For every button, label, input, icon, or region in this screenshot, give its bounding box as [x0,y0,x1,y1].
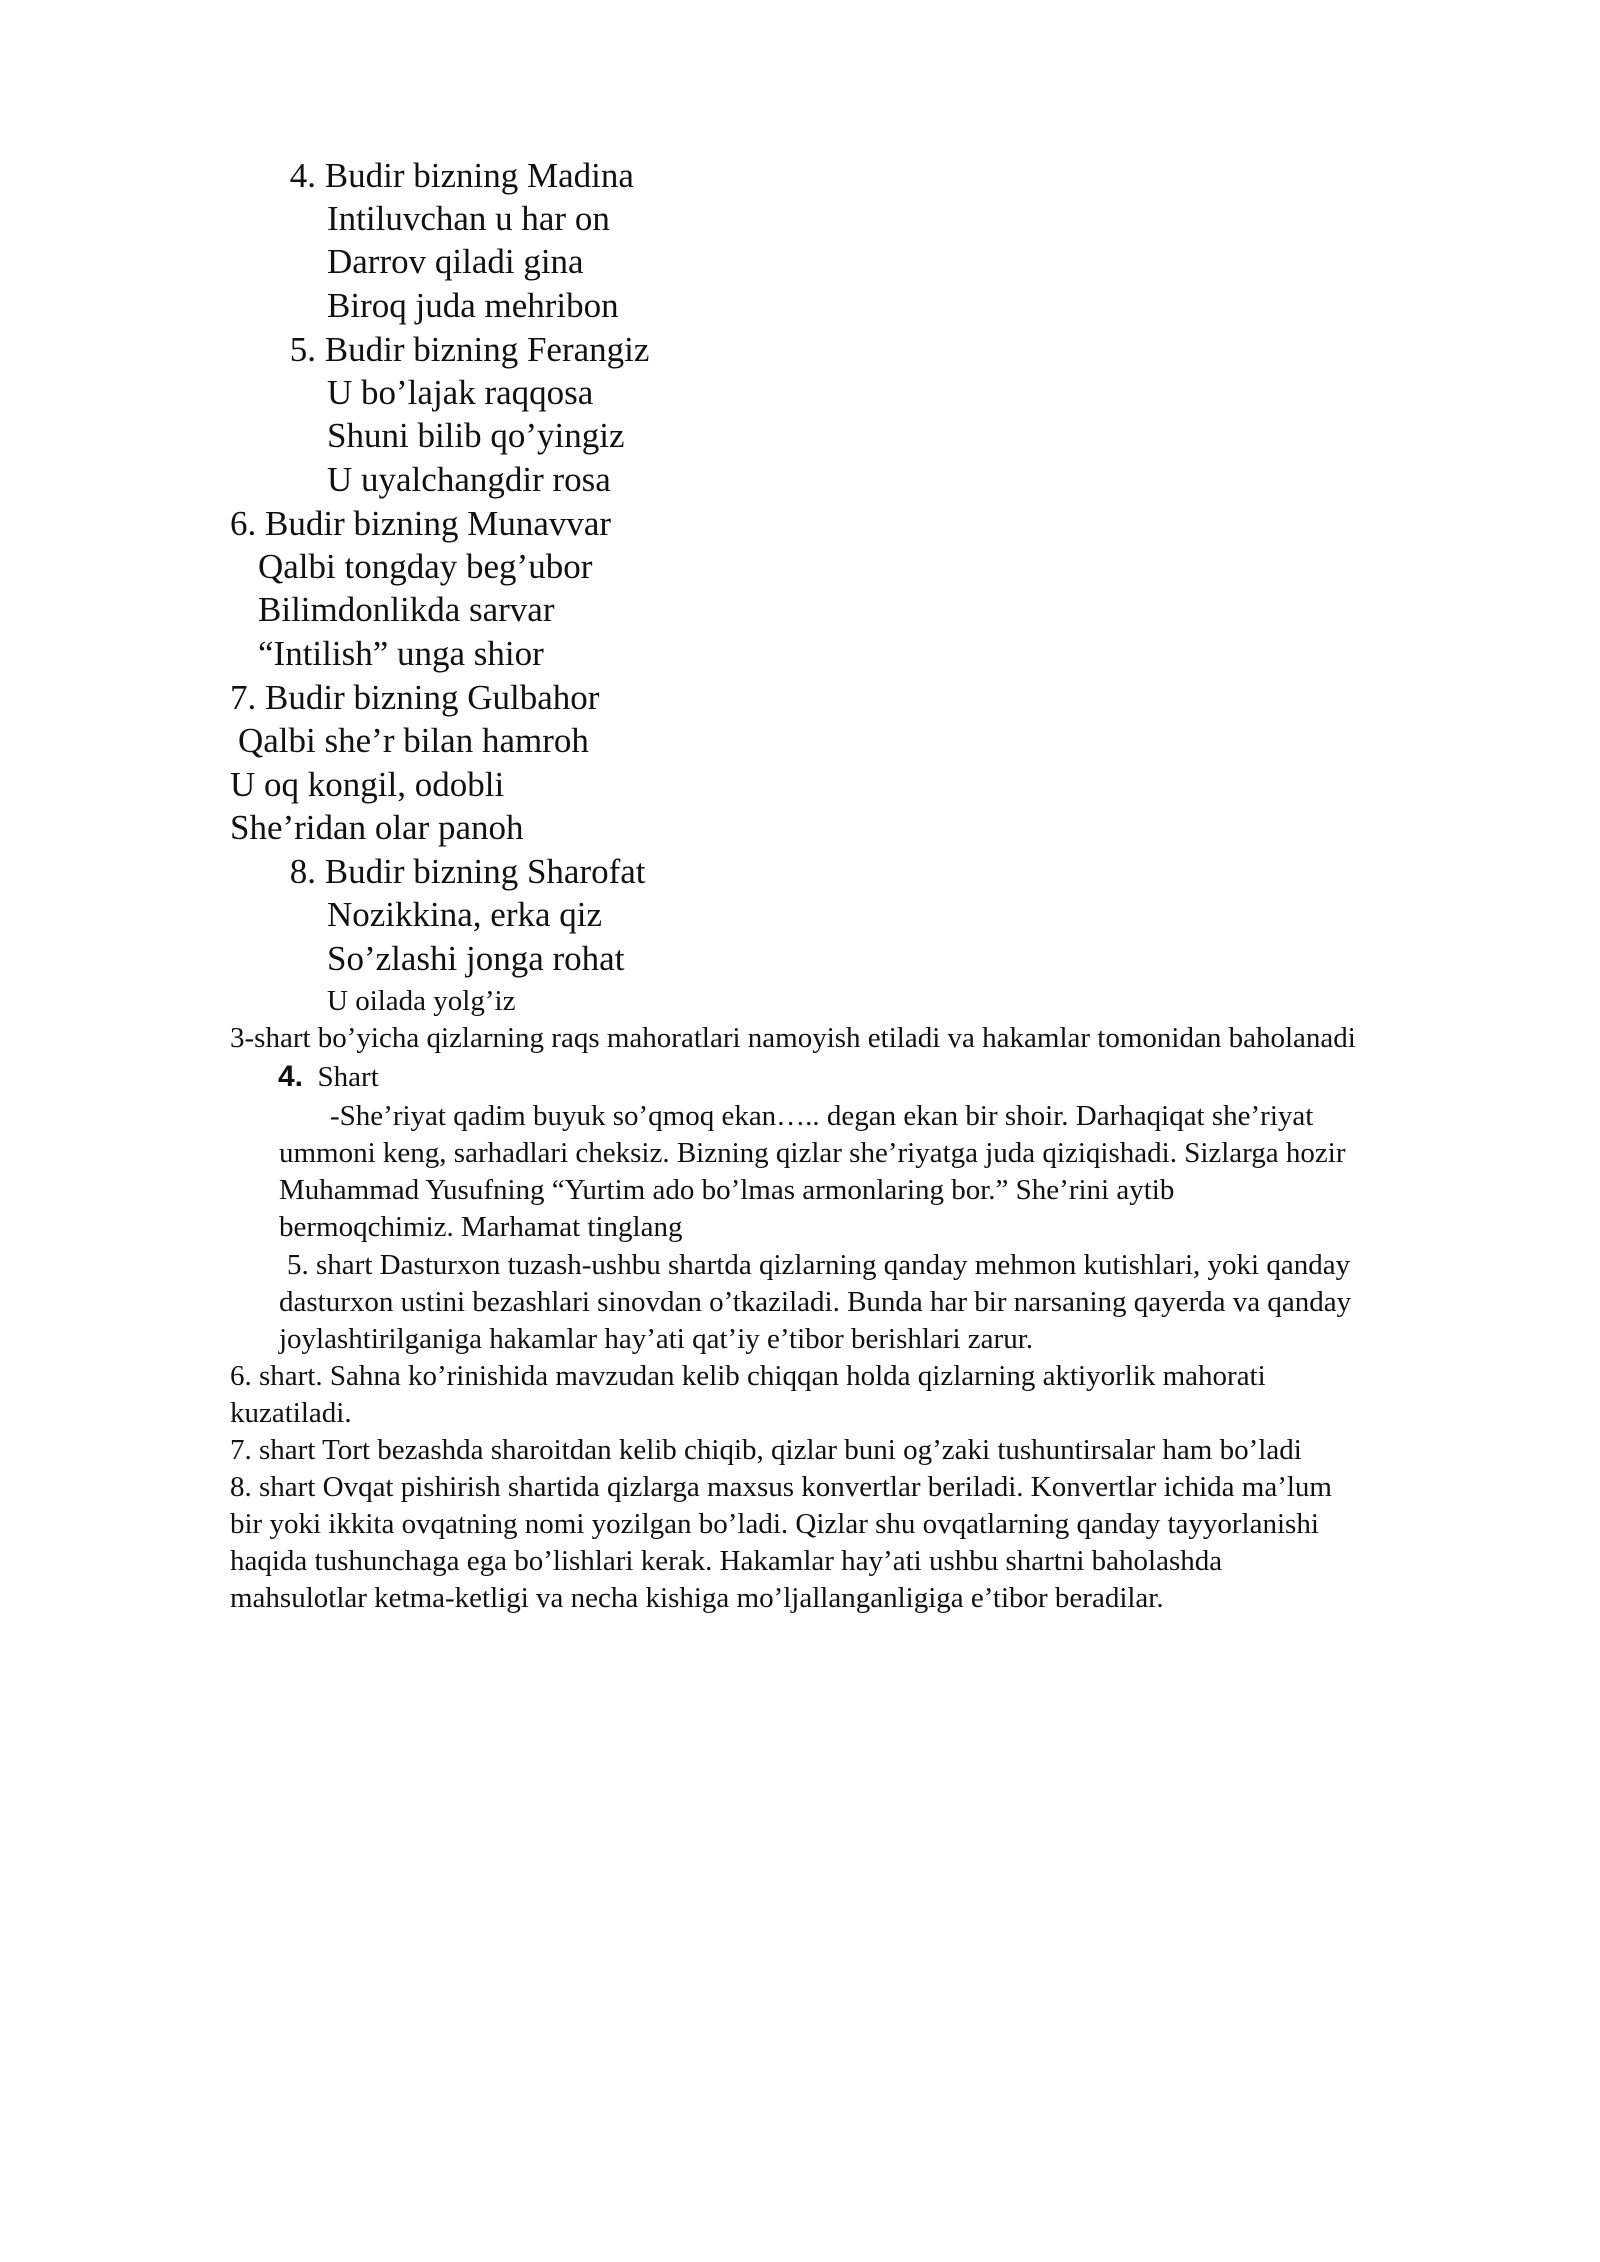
poem-line: So’zlashi jonga rohat [327,939,625,978]
shart-8-line: haqida tushunchaga ega bo’lishlari kerak. Hakamlar hay’ati ushbu shartni baholashda [230,1545,1223,1577]
list-number: 5. [289,330,316,369]
poem-line: U oilada yolg’iz [327,985,516,1017]
poem-line: Nozikkina, erka qiz [327,895,603,934]
shart-8-line: mahsulotlar ketma-ketligi va necha kishiga mo’ljallanganligiga e’tibor beradilar. [230,1582,1164,1614]
poem-line: Bilimdonlikda sarvar [258,590,555,629]
shart-3-paragraph: 3-shart bo’yicha qizlarning raqs mahoratlari namoyish etiladi va hakamlar tomonidan baholanadi [230,1022,1356,1054]
poem-line: 7. Budir bizning Gulbahor [230,678,600,717]
poem-line: Qalbi tongday beg’ubor [258,547,593,586]
poem-line: U oq kongil, odobli [230,765,505,804]
shart-4-line: bermoqchimiz. Marhamat tinglang [279,1211,683,1243]
shart-8-line: bir yoki ikkita ovqatning nomi yozilgan bo’ladi. Qizlar shu ovqatlarning qanday tayyorlanishi [230,1508,1319,1540]
poem-line [268,328,649,371]
shart-4-number: 4. [278,1060,304,1093]
poem-line: Darrov qiladi gina [327,242,584,281]
poem-line: She’ridan olar panoh [230,808,524,847]
shart-5-line: dasturxon ustini bezashlari sinovdan o’tkaziladi. Bunda har bir narsaning qayerda va qanday [279,1286,1352,1318]
poem-text: Budir bizning Sharofat [324,852,646,891]
poem-line: U uyalchangdir rosa [327,460,611,499]
shart-4-line: Muhammad Yusufning “Yurtim ado bo’lmas armonlaring bor.” She’rini aytib [279,1174,1175,1206]
list-number: 8. [289,852,316,891]
shart-5-line: joylashtirilganiga hakamlar hay’ati qat’iy e’tibor berishlari zarur. [279,1323,1033,1355]
poem-line: Intiluvchan u har on [327,199,610,238]
shart-8-line: 8. shart Ovqat pishirish shartida qizlarga maxsus konvertlar beriladi. Konvertlar ichida ma’lum [230,1471,1332,1503]
poem-line: “Intilish” unga shior [258,634,544,673]
shart-4-heading [278,1059,379,1095]
poem-line [268,850,646,893]
shart-5-line: 5. shart Dasturxon tuzash-ushbu shartda qizlarning qanday mehmon kutishlari, yoki qanday [287,1249,1351,1281]
poem-line: Shuni bilib qo’yingiz [327,416,625,455]
shart-6-line: 6. shart. Sahna ko’rinishida mavzudan kelib chiqqan holda qizlarning aktiyorlik mahorati [230,1360,1266,1392]
poem-text: Budir bizning Ferangiz [324,330,650,369]
poem-line: Qalbi she’r bilan hamroh [238,721,589,760]
list-number: 4. [289,156,316,195]
poem-text: Budir bizning Madina [324,156,634,195]
poem-line: 6. Budir bizning Munavvar [230,504,612,543]
poem-line: Biroq juda mehribon [327,286,619,325]
shart-4-label: Shart [317,1061,379,1093]
shart-4-line: -She’riyat qadim buyuk so’qmoq ekan….. degan ekan bir shoir. Darhaqiqat she’riyat [330,1100,1314,1132]
shart-7-paragraph: 7. shart Tort bezashda sharoitdan kelib chiqib, qizlar buni og’zaki tushuntirsalar ham bo’ladi [230,1434,1302,1466]
shart-6-line: kuzatiladi. [230,1397,352,1429]
shart-4-line: ummoni keng, sarhadlari cheksiz. Bizning qizlar she’riyatga juda qiziqishadi. Sizlarga hozir [279,1137,1346,1169]
poem-line: U bo’lajak raqqosa [327,373,594,412]
poem-line [268,154,634,197]
